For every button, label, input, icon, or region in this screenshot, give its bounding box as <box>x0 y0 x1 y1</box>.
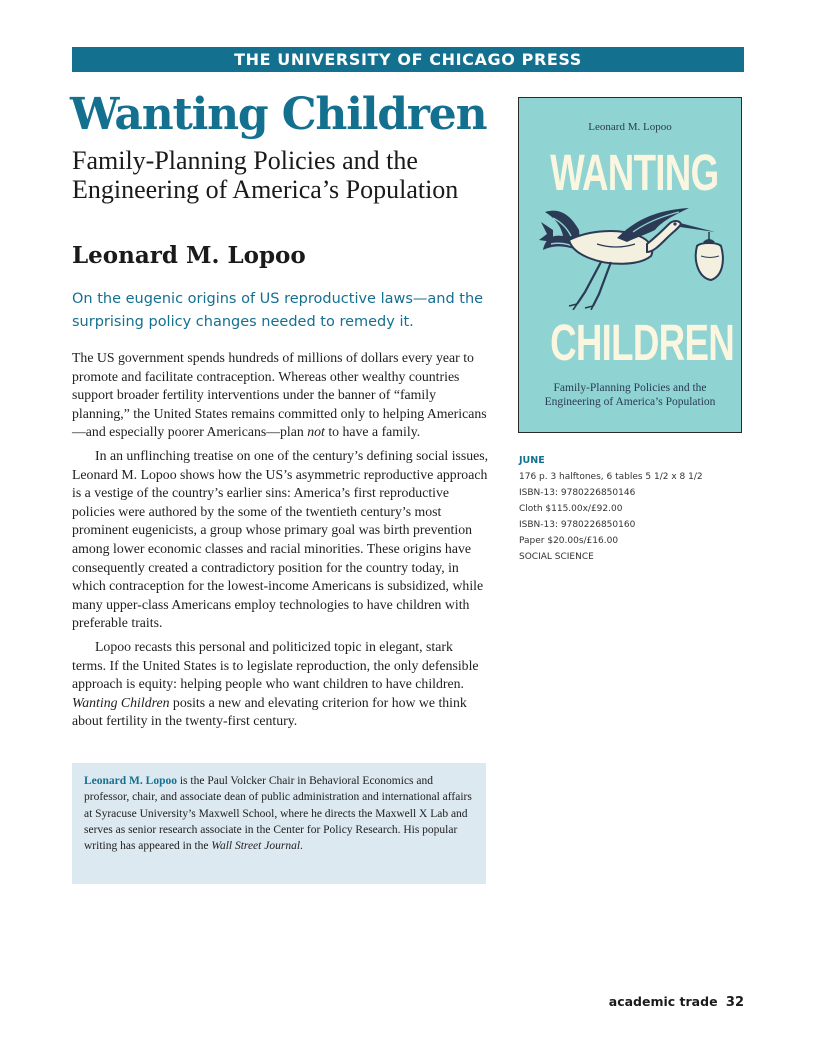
book-description <box>72 349 490 731</box>
paper-price: Paper $20.00s/£16.00 <box>519 536 619 546</box>
cover-title-line: CHILDREN <box>550 314 735 371</box>
publisher-banner: THE UNIVERSITY OF CHICAGO PRESS <box>72 47 744 72</box>
stork-illustration <box>539 200 725 310</box>
page-count: 176 p. 3 halftones, 6 tables 5 1/2 x 8 1/2 <box>519 472 703 482</box>
page-footer <box>609 994 744 1010</box>
subject-category: SOCIAL SCIENCE <box>519 552 594 562</box>
book-cover <box>518 97 742 433</box>
cloth-price: Cloth $115.00x/£92.00 <box>519 504 623 514</box>
cover-author: Leonard M. Lopoo <box>588 121 672 133</box>
isbn-cloth: ISBN-13: 9780226850146 <box>519 488 636 498</box>
description-paragraph: Lopoo recasts this personal and politicized topic in elegant, stark terms. If the United States is to legislate reproduction, the only defensible approach is equity: helping people who want children to have children. Wanting Children posits a new and elevating criterion for how we think about fertility in the twenty-first century. <box>72 638 479 729</box>
cover-subtitle: Family-Planning Policies and the Engineering of America’s Population <box>544 382 716 408</box>
footer-label: academic trade <box>608 994 718 1009</box>
author-bio: Leonard M. Lopoo is the Paul Volcker Chair in Behavioral Economics and professor, chair, and associate dean of public administration and international affairs at Syracuse University’s Maxwell School, where he directs the Maxwell X Lab and serves as senior research associate in the Center for Policy Research. His popular writing has appeared in the Wall Street Journal. <box>72 763 486 884</box>
book-metadata <box>519 453 739 565</box>
isbn-paper: ISBN-13: 9780226850160 <box>519 520 636 530</box>
bio-author-name: Leonard M. Lopoo <box>84 775 177 787</box>
book-author: Leonard M. Lopoo <box>72 242 306 269</box>
publication-month: JUNE <box>519 455 545 466</box>
page-number: 32 <box>725 995 744 1010</box>
description-paragraph: The US government spends hundreds of millions of dollars every year to promote and facilitate contraception. Whereas other wealthy countries support broader fertility interventions under the banner of “family planning,” the United States remains committed only to helping Americans—and especially poorer Americans—plan not to have a family. <box>72 350 487 440</box>
book-tagline: On the eugenic origins of US reproductive laws—and the surprising policy changes needed to remedy it. <box>72 291 484 330</box>
book-title: Wanting Children <box>70 89 487 140</box>
description-paragraph: In an unflinching treatise on one of the century’s defining social issues, Leonard M. Lopoo shows how the US’s asymmetric reproductive approach is a vestige of the country’s earlier sins: America’s first reproductive policies were authored by the some of the twentieth century’s most prominent eugenicists, a group whose primary goal was birth prevention among lower economic classes and racial minorities. These origins have consequently created a contradictory position for the country today, in which contraception for the lowest-income Americans is subsidized, while many upper-class Americans employ technologies to have children with preferable traits. <box>72 447 489 631</box>
book-subtitle: Family-Planning Policies and the Engineering of America’s Population <box>72 146 459 204</box>
cover-title-line: WANTING <box>550 144 719 201</box>
